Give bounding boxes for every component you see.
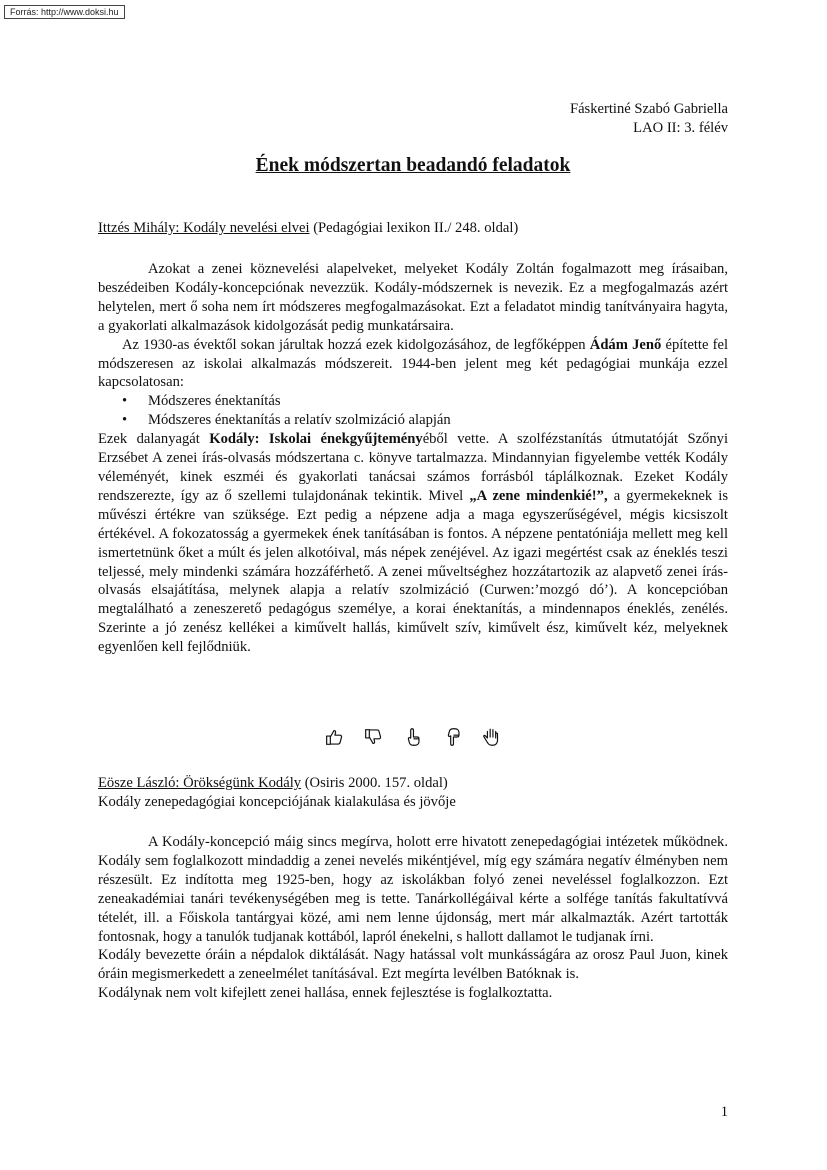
section2-reference: [98, 774, 728, 812]
pointing-down-icon: [442, 726, 464, 748]
thumbs-down-icon: [362, 726, 384, 748]
section1-paragraph-2: [98, 336, 728, 393]
section1-reference-link: Ittzés Mihály: Kodály nevelési elvei: [98, 220, 310, 236]
section2-reference-detail: (Osiris 2000. 157. oldal): [301, 775, 448, 791]
pointing-up-icon: [402, 726, 424, 748]
section1-paragraph-3: [98, 430, 728, 657]
section2-subtitle: Kodály zenepedagógiai koncepciójának kialakulása és jövője: [98, 793, 456, 810]
thumbs-up-icon: [323, 726, 345, 748]
bold-title: Kodály: Iskolai énekgyűjtemény: [209, 431, 423, 448]
hand-divider: [98, 726, 728, 748]
source-label: Forrás: http://www.doksi.hu: [4, 5, 125, 19]
section1-reference: [98, 219, 728, 238]
section2-paragraph-3: Kodálynak nem volt kifejlett zenei hallása, ennek fejlesztése is foglalkoztatta.: [98, 985, 553, 1002]
section2-paragraph-1: A Kodály-koncepció máig sincs megírva, holott erre hivatott zenepedagógiai intézetek működnek. Kodály sem foglalkozott mindaddig a zenei nevelés mikéntjével, míg egy számára negatív élményben nem részesült. Ez indította meg 1925-ben, hogy az iskolákban folyó zenei neveléssel foglalkozzon. Ezt zeneakadémiai tanári tevékenységében meg is tette. Tanárkollégáival kérte a solfége tanítás fakultatívvá tételét, ill. a Főiskola tantárgyai közé, ami nem lenne újdonság, mert már alkalmazták. Azért tartották fontosnak, hogy a tanulók tudjanak kottából, lapról énekelni, s hallott dallamot le tudjanak írni.: [98, 834, 728, 945]
list-item: • Módszeres énektanítás a relatív szolmizáció alapján: [98, 411, 728, 430]
author-course: LAO II: 3. félév: [633, 120, 728, 136]
paragraph-text: a gyermekeknek is művészi értékre van szüksége. Ezt pedig a népzene adja a maga egyszerűségével, mégis kicsiszolt értékével. A fokozatosság a gyermekek ének tanításában is fontos. A népzene pentatóniája mellett meg kell ismertetnünk őket a múlt és jelen alkotóival, más népek zenéjével. Az igazi megértést csak az éneklés teszi teljessé, mely mindenki számára hozzáférhető. A zenei műveltséghez hozzátartozik az alapvető zenei írás-olvasás elsajátítása, melynek alapja a relatív szolmizáció (Curwen:’mozgó dó’). A koncepcióban megtalálható a zeneszerető pedagógus személye, a korai énektanítás, a mindennapos éneklés, zenélés. Szerinte a jó zenész kellékei a kiművelt hallás, kiművelt szív, kiművelt ész, kiművelt kéz, melyeknek egyenlően kell fejlődniük.: [98, 487, 728, 656]
paragraph-text: építette fel módszeresen az iskolai alkalmazás módszereit. 1944-ben jelent meg két pedagógiai munkája ezzel kapcsolatosan:: [98, 336, 728, 391]
section2-body: [98, 833, 728, 1003]
list-item: • Módszeres énektanítás: [98, 392, 728, 411]
paragraph-text: Ezek dalanyagát: [98, 431, 210, 448]
section1-body: [98, 260, 728, 657]
bullet-list: [98, 392, 728, 430]
page-number: 1: [720, 1104, 728, 1120]
section1-reference-detail: (Pedagógiai lexikon II./ 248. oldal): [309, 220, 519, 236]
section2-reference-link: Eösze László: Örökségünk Kodály: [98, 775, 302, 791]
page-title: Ének módszertan beadandó feladatok: [255, 155, 571, 176]
paragraph-text: Az 1930-as évektől sokan járultak hozzá ezek kidolgozásához, de legfőképpen: [122, 336, 590, 353]
bold-name: Ádám Jenő: [589, 336, 662, 353]
author-name: Fáskertiné Szabó Gabriella: [569, 101, 728, 117]
open-hand-icon: [481, 726, 503, 748]
section2-paragraph-2: Kodály bevezette óráin a népdalok diktálását. Nagy hatással volt munkásságára az orosz Paul Juon, kinek óráin megismerkedett a zeneelmélet tanításával. Ezt megírta levélben Batóknak is.: [98, 947, 728, 983]
bold-quote: „A zene mindenkié!”,: [469, 487, 608, 504]
paragraph-text: éből vette. A szolfézstanítás útmutatóját Szőnyi Erzsébet A zenei írás-olvasás módszertana c. könyve tartalmazza. Mindannyian figyelembe vették Kodály véleményét, kinek eszméi és gyakorlati tanácsai számos forrásból táplálkoznak. Ezeket Kodály rendszerezte, így az ő szellemi tulajdonának tekintik. Mivel: [98, 431, 728, 504]
author-block: [98, 100, 728, 138]
section1-paragraph-1: Azokat a zenei köznevelési alapelveket, melyeket Kodály Zoltán fogalmazott meg írásaiban, beszédeiben Kodály-koncepciónak nevezzük. Kodály-módszernek is nevezik. Ez a megfogalmazás azért helytelen, mert ő soha nem írt módszeres megfogalmazásokat. Ezt a feladatot mindig tanítványaira hagyta, a gyakorlati alkalmazások kidolgozását pedig munkatársaira.: [98, 261, 728, 334]
